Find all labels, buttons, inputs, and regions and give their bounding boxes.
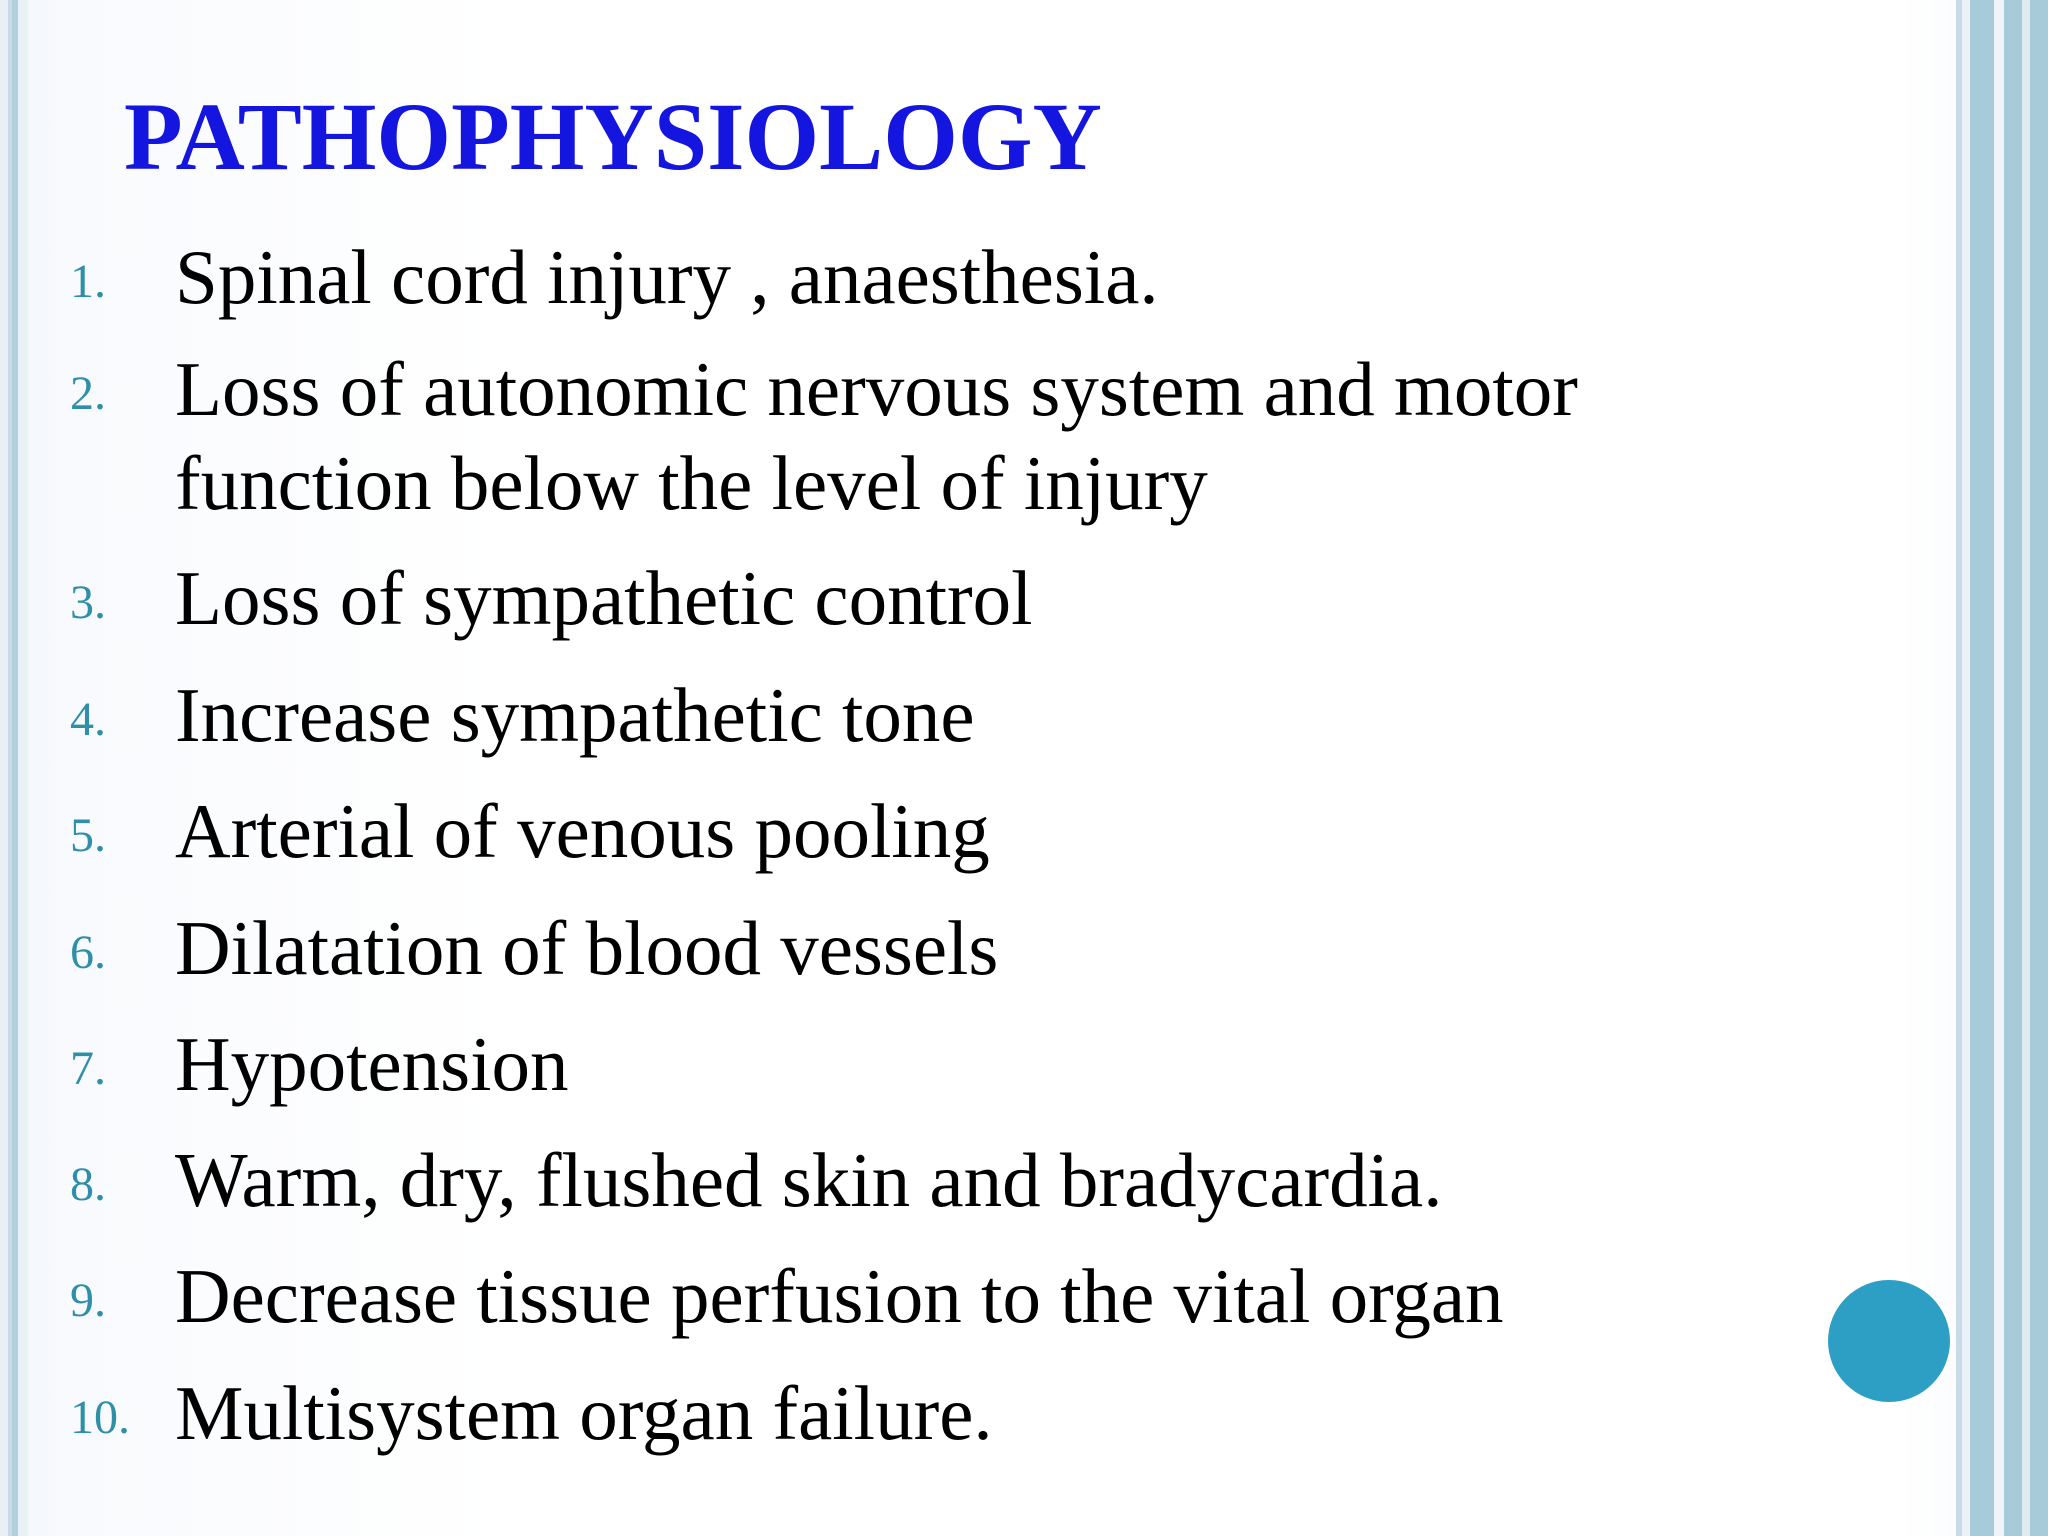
list-item-number: 7.: [70, 1042, 106, 1095]
list-item-text-line2: function below the level of injury: [175, 440, 1208, 526]
slide-title: PATHOPHYSIOLOGY: [124, 83, 1102, 190]
list-item-text: Dilatation of blood vessels: [175, 905, 999, 991]
list-item-number: 9.: [70, 1274, 106, 1327]
list-item-text: Warm, dry, flushed skin and bradycardia.: [175, 1137, 1443, 1223]
list-item-number: 4.: [70, 693, 106, 746]
list-item-number: 8.: [70, 1158, 106, 1211]
list-item-text: Decrease tissue perfusion to the vital organ: [175, 1253, 1504, 1339]
list-item-number: 2.: [70, 367, 106, 420]
list-item-text: Arterial of venous pooling: [175, 788, 990, 874]
list-item-number: 6.: [70, 926, 106, 979]
list-item-text: Spinal cord injury , anaesthesia.: [175, 234, 1159, 320]
list-item-number: 10.: [70, 1391, 130, 1444]
list-item-text-line1: Loss of autonomic nervous system and motor: [175, 346, 1578, 432]
list-item-number: 3.: [70, 576, 106, 629]
decorative-circle: [1828, 1280, 1950, 1402]
list-item-number: 1.: [70, 255, 106, 308]
list-item-text: Hypotension: [175, 1021, 569, 1107]
list-item-number: 5.: [70, 809, 106, 862]
list-item-text: Multisystem organ failure.: [175, 1370, 993, 1456]
right-border-decoration: [1956, 0, 2048, 1536]
list-item-text: Increase sympathetic tone: [175, 672, 975, 758]
list-item-text: Loss of sympathetic control: [175, 555, 1033, 641]
